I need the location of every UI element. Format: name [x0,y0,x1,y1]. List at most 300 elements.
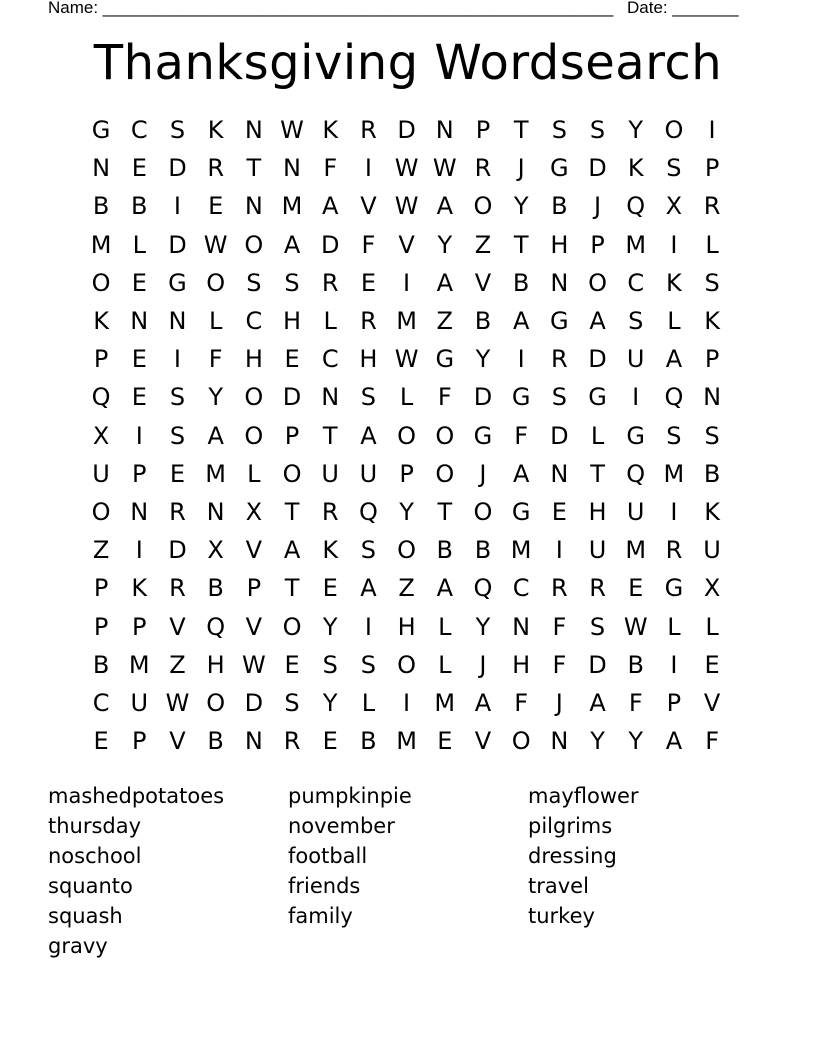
grid-letter: B [92,650,110,679]
grid-letter: P [246,574,262,603]
grid-letter: W [394,192,419,221]
grid-row [82,340,732,378]
grid-letter: S [628,307,644,336]
grid-letter: V [245,612,263,641]
grid-letter: F [323,154,338,183]
grid-letter: A [360,574,377,603]
grid-letter: G [626,421,646,450]
grid-letter: C [321,345,339,374]
grid-letter: X [92,421,110,450]
grid-letter: L [667,307,681,336]
grid-letter: N [168,307,187,336]
grid-letter: X [207,536,224,565]
grid-letter: E [551,497,567,526]
grid-letter: U [626,345,645,374]
grid-letter: P [284,421,300,450]
grid-letter: L [361,688,376,717]
grid-letter: D [168,230,187,259]
grid-letter: E [360,268,376,297]
grid-letter: B [512,268,530,297]
grid-letter: S [589,612,606,641]
grid-letter: H [359,345,378,374]
grid-letter: O [511,727,531,756]
grid-letter: M [205,459,227,488]
word-list-item: travel [528,874,589,898]
grid-letter: O [664,116,684,145]
grid-letter: H [283,307,302,336]
grid-letter: L [667,612,681,641]
grid-letter: P [475,116,491,145]
grid-letter: O [91,497,111,526]
grid-letter: W [394,345,419,374]
grid-letter: R [551,574,568,603]
grid-letter: A [207,421,224,450]
grid-letter: I [173,192,181,221]
grid-letter: L [323,307,337,336]
grid-letter: O [282,459,302,488]
grid-row [82,646,732,684]
grid-letter: A [512,459,530,488]
grid-letter: J [593,192,602,221]
grid-letter: K [322,536,339,565]
grid-letter: E [93,727,109,756]
grid-letter: Q [206,612,226,641]
grid-letter: M [625,230,647,259]
grid-letter: Q [626,192,646,221]
grid-letter: K [322,116,339,145]
grid-letter: H [206,650,225,679]
grid-letter: Z [92,536,110,565]
grid-letter: O [244,230,264,259]
grid-letter: L [590,421,605,450]
grid-letter: E [284,345,300,374]
grid-letter: G [664,574,684,603]
grid-letter: G [473,421,493,450]
grid-letter: G [435,345,455,374]
grid-letter: J [517,154,525,183]
grid-letter: T [246,154,262,183]
grid-letter: P [704,345,720,374]
grid-letter: A [283,536,301,565]
grid-letter: Y [437,230,453,259]
grid-row [82,607,732,645]
grid-letter: C [245,307,263,336]
grid-letter: R [321,497,339,526]
grid-letter: W [623,612,648,641]
grid-letter: O [588,268,607,297]
grid-letter: C [512,574,530,603]
grid-letter: N [550,459,569,488]
grid-letter: H [550,230,569,259]
word-list-item: mayflower [528,784,639,808]
grid-letter: T [437,497,453,526]
word-list-item: pilgrims [528,814,613,838]
grid-letter: D [588,650,607,679]
grid-letter: I [670,650,678,679]
grid-letter: Q [473,574,493,603]
grid-row [82,149,732,187]
grid-letter: N [703,383,722,412]
grid-letter: X [703,574,721,603]
grid-letter: I [403,688,411,717]
grid-letter: N [321,383,340,412]
grid-letter: F [628,688,643,717]
grid-letter: W [165,688,190,717]
grid-letter: P [93,345,109,374]
word-list-item: turkey [528,904,595,928]
grid-letter: O [244,421,264,450]
grid-letter: T [322,421,338,450]
grid-letter: R [169,497,186,526]
grid-letter: R [169,574,186,603]
grid-letter: A [436,574,453,603]
grid-letter: Y [628,727,644,756]
grid-letter: Y [475,612,491,641]
grid-letter: D [397,116,416,145]
grid-letter: A [589,688,606,717]
grid-letter: I [364,612,372,641]
grid-letter: Z [436,307,453,336]
grid-letter: I [670,497,678,526]
grid-letter: M [510,536,532,565]
grid-letter: H [397,612,416,641]
grid-letter: I [173,345,181,374]
grid-letter: S [666,421,682,450]
grid-letter: S [589,116,606,145]
grid-letter: N [244,116,263,145]
grid-letter: B [474,536,492,565]
grid-letter: M [90,230,112,259]
grid-letter: E [284,650,300,679]
grid-letter: E [131,345,147,374]
grid-letter: B [703,459,721,488]
grid-letter: N [283,154,301,183]
grid-letter: P [132,612,147,641]
grid-letter: O [435,421,455,450]
grid-letter: B [551,192,568,221]
grid-row [82,187,732,225]
grid-letter: E [704,650,720,679]
grid-letter: E [131,268,147,297]
grid-letter: V [360,192,377,221]
grid-letter: O [473,497,493,526]
grid-letter: Z [169,650,186,679]
grid-letter: Z [474,230,492,259]
grid-letter: R [207,154,224,183]
grid-letter: R [360,116,377,145]
grid-letter: N [512,612,531,641]
grid-letter: P [132,727,147,756]
grid-letter: J [479,650,487,679]
grid-letter: H [244,345,263,374]
grid-letter: T [513,116,529,145]
grid-letter: K [131,574,148,603]
grid-row [82,302,732,340]
grid-row [82,264,732,302]
grid-letter: J [555,688,563,717]
word-list-item: noschool [48,844,142,868]
grid-letter: M [396,727,417,756]
grid-letter: D [168,536,187,565]
grid-letter: I [708,116,716,145]
grid-letter: D [550,421,569,450]
grid-letter: U [359,459,378,488]
grid-letter: D [588,345,607,374]
grid-letter: A [436,268,453,297]
grid-letter: Y [628,116,644,145]
grid-letter: T [284,497,300,526]
grid-letter: V [703,688,721,717]
grid-letter: S [360,650,377,679]
grid-letter: W [203,230,228,259]
grid-letter: P [132,459,147,488]
word-list-item: squash [48,904,123,928]
grid-letter: G [550,154,569,183]
grid-letter: K [627,154,644,183]
word-list-item: mashedpotatoes [48,784,225,808]
grid-letter: R [474,154,492,183]
grid-letter: N [130,307,149,336]
grid-letter: E [628,574,644,603]
word-list-item: thursday [48,814,142,838]
grid-letter: N [244,727,263,756]
grid-letter: T [513,230,529,259]
grid-letter: K [666,268,682,297]
grid-row [82,684,732,722]
grid-letter: R [703,192,721,221]
word-list-item: pumpkinpie [288,784,412,808]
grid-letter: X [665,192,683,221]
grid-letter: S [551,383,567,412]
grid-letter: L [247,459,261,488]
grid-row [82,417,732,455]
grid-letter: N [206,497,225,526]
grid-letter: F [552,612,567,641]
grid-row [82,531,732,569]
grid-letter: S [360,536,377,565]
grid-letter: E [169,459,186,488]
grid-letter: C [130,116,148,145]
grid-letter: E [131,154,147,183]
grid-letter: Q [626,459,646,488]
grid-letter: F [361,230,376,259]
grid-letter: B [207,727,224,756]
grid-letter: M [128,650,150,679]
grid-letter: V [474,268,492,297]
grid-letter: D [244,688,264,717]
grid-letter: S [360,383,377,412]
grid-letter: E [322,727,338,756]
grid-letter: P [93,612,109,641]
grid-letter: I [517,345,525,374]
name-field-label: Name: ______________________________________________________ [48,0,614,17]
grid-letter: M [434,688,456,717]
grid-letter: Y [322,688,338,717]
grid-letter: A [589,307,606,336]
grid-letter: J [479,459,487,488]
grid-letter: A [474,688,492,717]
grid-letter: D [282,383,302,412]
page-title: Thanksgiving Wordsearch [93,35,723,91]
grid-letter: R [665,536,683,565]
grid-letter: W [280,116,304,145]
grid-letter: N [435,116,454,145]
grid-letter: T [284,574,300,603]
word-list-item: squanto [48,874,133,898]
grid-letter: I [555,536,563,565]
grid-letter: K [704,307,720,336]
grid-letter: A [283,230,301,259]
grid-letter: I [632,383,640,412]
grid-letter: D [588,154,607,183]
grid-letter: O [473,192,493,221]
word-list-item: dressing [528,844,617,868]
grid-letter: B [474,307,492,336]
grid-letter: F [437,383,452,412]
grid-letter: B [131,192,148,221]
grid-letter: E [437,727,453,756]
grid-letter: Y [475,345,491,374]
grid-letter: R [283,727,301,756]
grid-letter: V [169,612,186,641]
grid-letter: S [284,268,300,297]
date-field-label: Date: _______ [627,0,739,17]
grid-letter: O [397,421,417,450]
grid-letter: Y [513,192,529,221]
grid-letter: P [666,688,682,717]
grid-letter: S [246,268,262,297]
letter-grid [82,111,732,760]
grid-letter: Y [399,497,414,526]
word-list-item: friends [288,874,361,898]
grid-letter: S [666,154,682,183]
grid-letter: I [403,268,411,297]
grid-letter: Z [398,574,415,603]
grid-letter: I [135,421,143,450]
grid-letter: P [399,459,414,488]
grid-letter: M [396,307,417,336]
grid-letter: U [92,459,110,488]
grid-letter: P [704,154,720,183]
grid-letter: S [169,421,186,450]
grid-letter: W [394,154,419,183]
grid-letter: B [627,650,644,679]
grid-letter: O [397,536,417,565]
grid-letter: Y [208,383,223,412]
grid-letter: B [92,192,110,221]
grid-letter: H [512,650,531,679]
grid-letter: P [590,230,605,259]
grid-letter: L [705,230,719,259]
grid-letter: I [670,230,678,259]
grid-letter: H [588,497,607,526]
grid-row [82,111,732,149]
grid-letter: I [135,536,143,565]
grid-row [82,378,732,416]
grid-letter: W [241,650,266,679]
grid-letter: C [92,688,110,717]
grid-letter: C [627,268,645,297]
grid-letter: N [550,727,569,756]
grid-letter: R [360,307,377,336]
grid-letter: G [511,383,531,412]
grid-letter: Q [358,497,378,526]
grid-letter: O [435,459,455,488]
grid-letter: P [93,574,109,603]
grid-letter: A [436,192,453,221]
grid-letter: L [705,612,719,641]
grid-letter: W [432,154,457,183]
grid-letter: V [169,727,186,756]
grid-letter: A [665,727,683,756]
word-list-item: football [288,844,368,868]
grid-letter: X [245,497,263,526]
grid-letter: L [208,307,223,336]
grid-letter: L [399,383,414,412]
grid-letter: Y [590,727,605,756]
grid-letter: F [552,650,567,679]
grid-letter: U [321,459,339,488]
grid-letter: G [511,497,531,526]
grid-letter: U [703,536,721,565]
grid-letter: A [665,345,683,374]
grid-letter: U [130,688,149,717]
grid-letter: K [207,116,224,145]
grid-letter: Q [664,383,684,412]
grid-letter: M [625,536,647,565]
grid-row [82,455,732,493]
grid-letter: L [132,230,146,259]
grid-letter: K [93,307,109,336]
grid-letter: A [512,307,530,336]
grid-letter: L [438,650,452,679]
grid-letter: N [550,268,569,297]
grid-letter: E [131,383,147,412]
grid-row [82,226,732,264]
grid-letter: U [588,536,607,565]
grid-letter: S [284,688,300,717]
grid-letter: N [244,192,263,221]
grid-letter: R [589,574,606,603]
grid-letter: F [514,688,529,717]
grid-letter: G [550,307,569,336]
grid-letter: S [169,383,186,412]
grid-letter: R [321,268,339,297]
grid-letter: D [320,230,340,259]
grid-letter: S [704,268,720,297]
grid-letter: I [364,154,372,183]
grid-letter: G [168,268,187,297]
grid-letter: M [281,192,303,221]
grid-letter: F [208,345,223,374]
grid-letter: F [705,727,719,756]
grid-letter: V [474,727,492,756]
grid-letter: Q [91,383,111,412]
grid-letter: F [514,421,529,450]
grid-letter: S [704,421,720,450]
grid-row [82,722,732,760]
grid-letter: V [398,230,415,259]
grid-letter: S [322,650,338,679]
grid-letter: O [206,688,226,717]
grid-letter: S [169,116,186,145]
grid-row [82,569,732,607]
grid-letter: A [360,421,377,450]
grid-letter: S [551,116,567,145]
grid-letter: N [130,497,149,526]
word-list-item: family [288,904,353,928]
grid-letter: R [551,345,568,374]
